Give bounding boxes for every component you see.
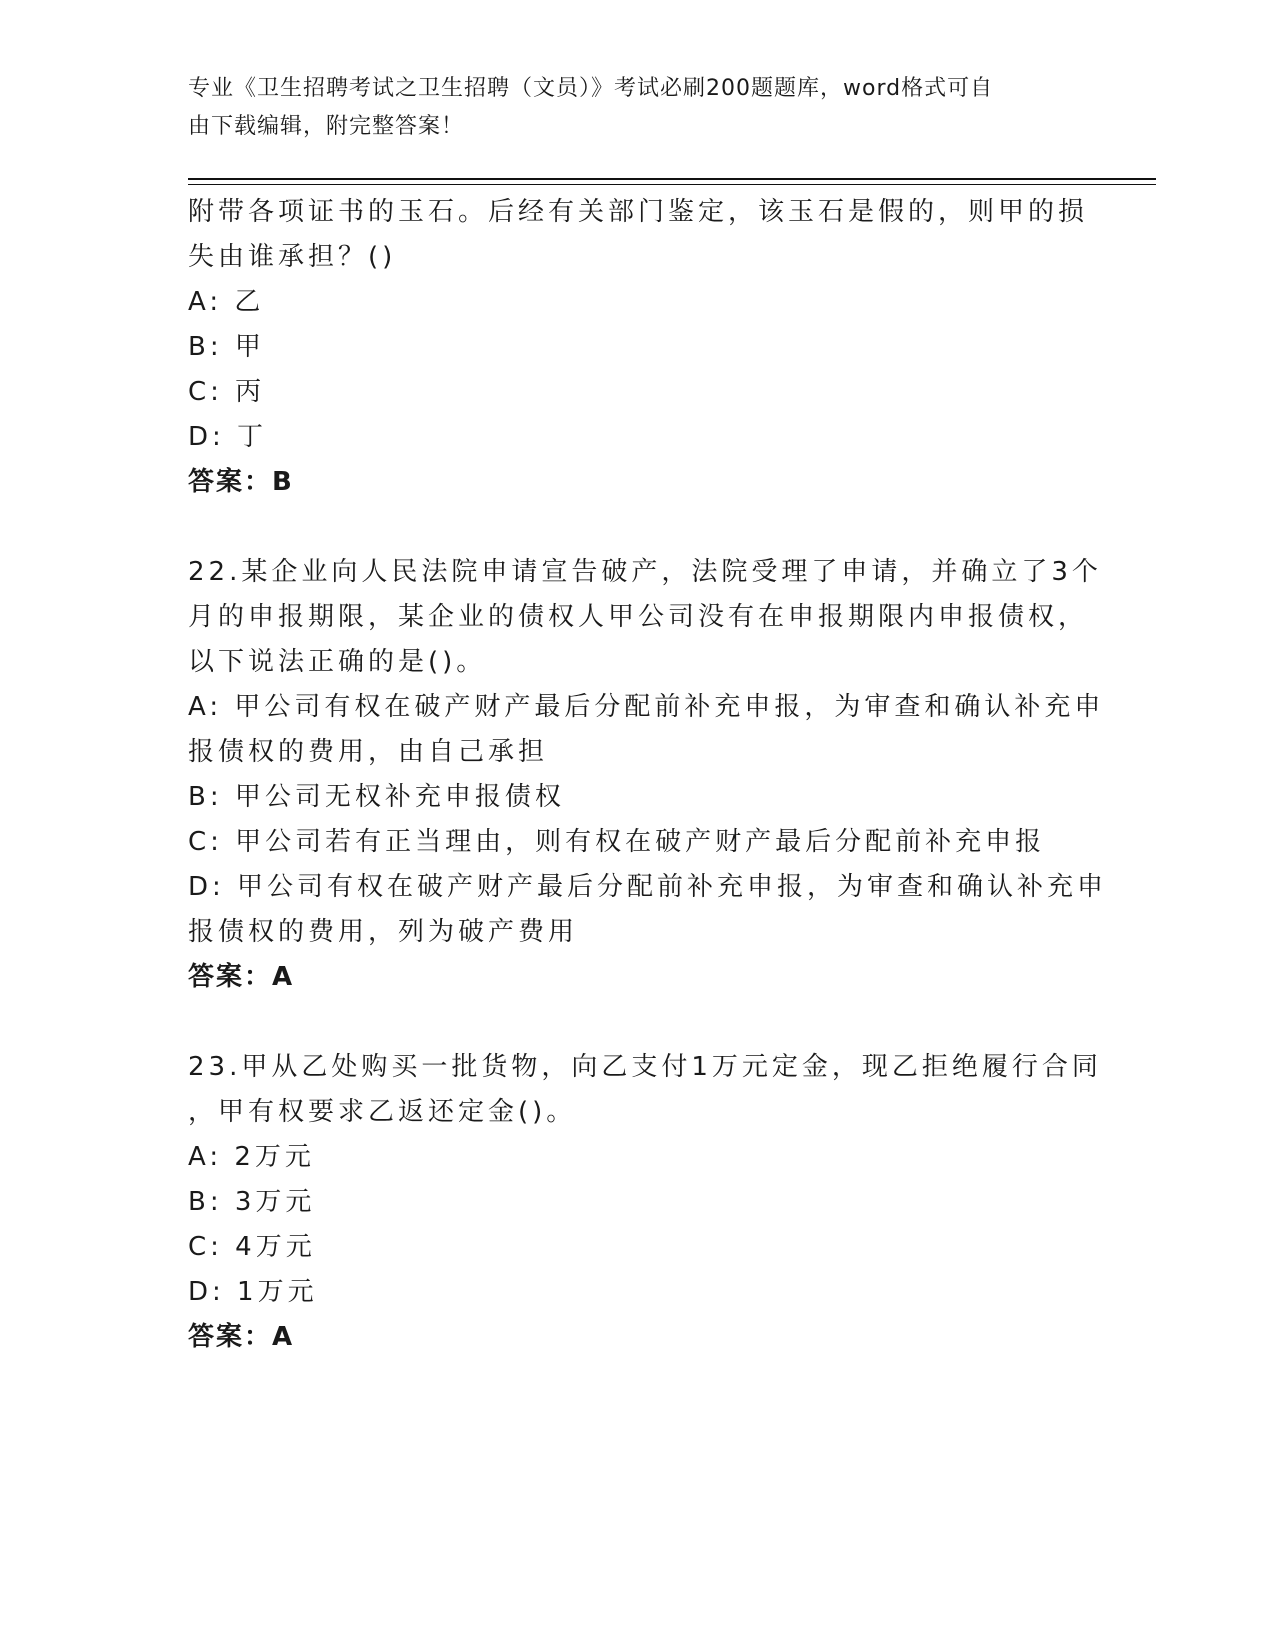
option-b: B: 甲 [188,332,265,362]
option-c: C: 丙 [188,377,266,407]
question-23 [188,1045,1102,1360]
header-line-1: 专业《卫生招聘考试之卫生招聘（文员）》考试必刷200题题库，word格式可自 [188,76,994,101]
question-21 [188,190,1088,505]
question-stem-line: 23.甲从乙处购买一批货物，向乙支付1万元定金，现乙拒绝履行合同 [188,1052,1102,1082]
option-a: A: 甲公司有权在破产财产最后分配前补充申报，为审查和确认补充申 [188,692,1105,722]
option-b: B: 甲公司无权补充申报债权 [188,782,565,812]
question-stem-line: 以下说法正确的是()。 [188,647,487,677]
option-c: C: 4万元 [188,1232,316,1262]
option-d: D: 1万元 [188,1277,318,1307]
header-divider-thin [188,184,1156,185]
answer-label: 答案：A [188,1322,295,1352]
question-stem-line: 22.某企业向人民法院申请宣告破产，法院受理了申请，并确立了3个 [188,557,1102,587]
answer-label: 答案：B [188,467,294,497]
question-list [188,190,1108,1360]
option-a: A: 乙 [188,287,265,317]
spacer [188,505,1088,550]
question-stem-line: 月的申报期限，某企业的债权人甲公司没有在申报期限内申报债权， [188,602,1089,632]
option-a: A: 2万元 [188,1142,315,1172]
header-line-2: 由下载编辑，附完整答案！ [188,114,465,139]
question-stem-line: ，甲有权要求乙返还定金()。 [188,1097,577,1127]
spacer [188,1000,1088,1045]
option-d: D: 甲公司有权在破产财产最后分配前补充申报，为审查和确认补充申 [188,872,1108,902]
question-22 [188,550,1108,1000]
document-header [188,70,1068,146]
question-stem-line: 失由谁承担？() [188,242,397,272]
option-d: D: 丁 [188,422,268,452]
header-divider-thick [188,178,1156,180]
option-c: C: 甲公司若有正当理由，则有权在破产财产最后分配前补充申报 [188,827,1046,857]
option-b: B: 3万元 [188,1187,316,1217]
option-d-continued: 报债权的费用，列为破产费用 [188,917,579,947]
option-a-continued: 报债权的费用，由自己承担 [188,737,549,767]
question-stem-line: 附带各项证书的玉石。后经有关部门鉴定，该玉石是假的，则甲的损 [188,197,1089,227]
answer-label: 答案：A [188,962,295,992]
